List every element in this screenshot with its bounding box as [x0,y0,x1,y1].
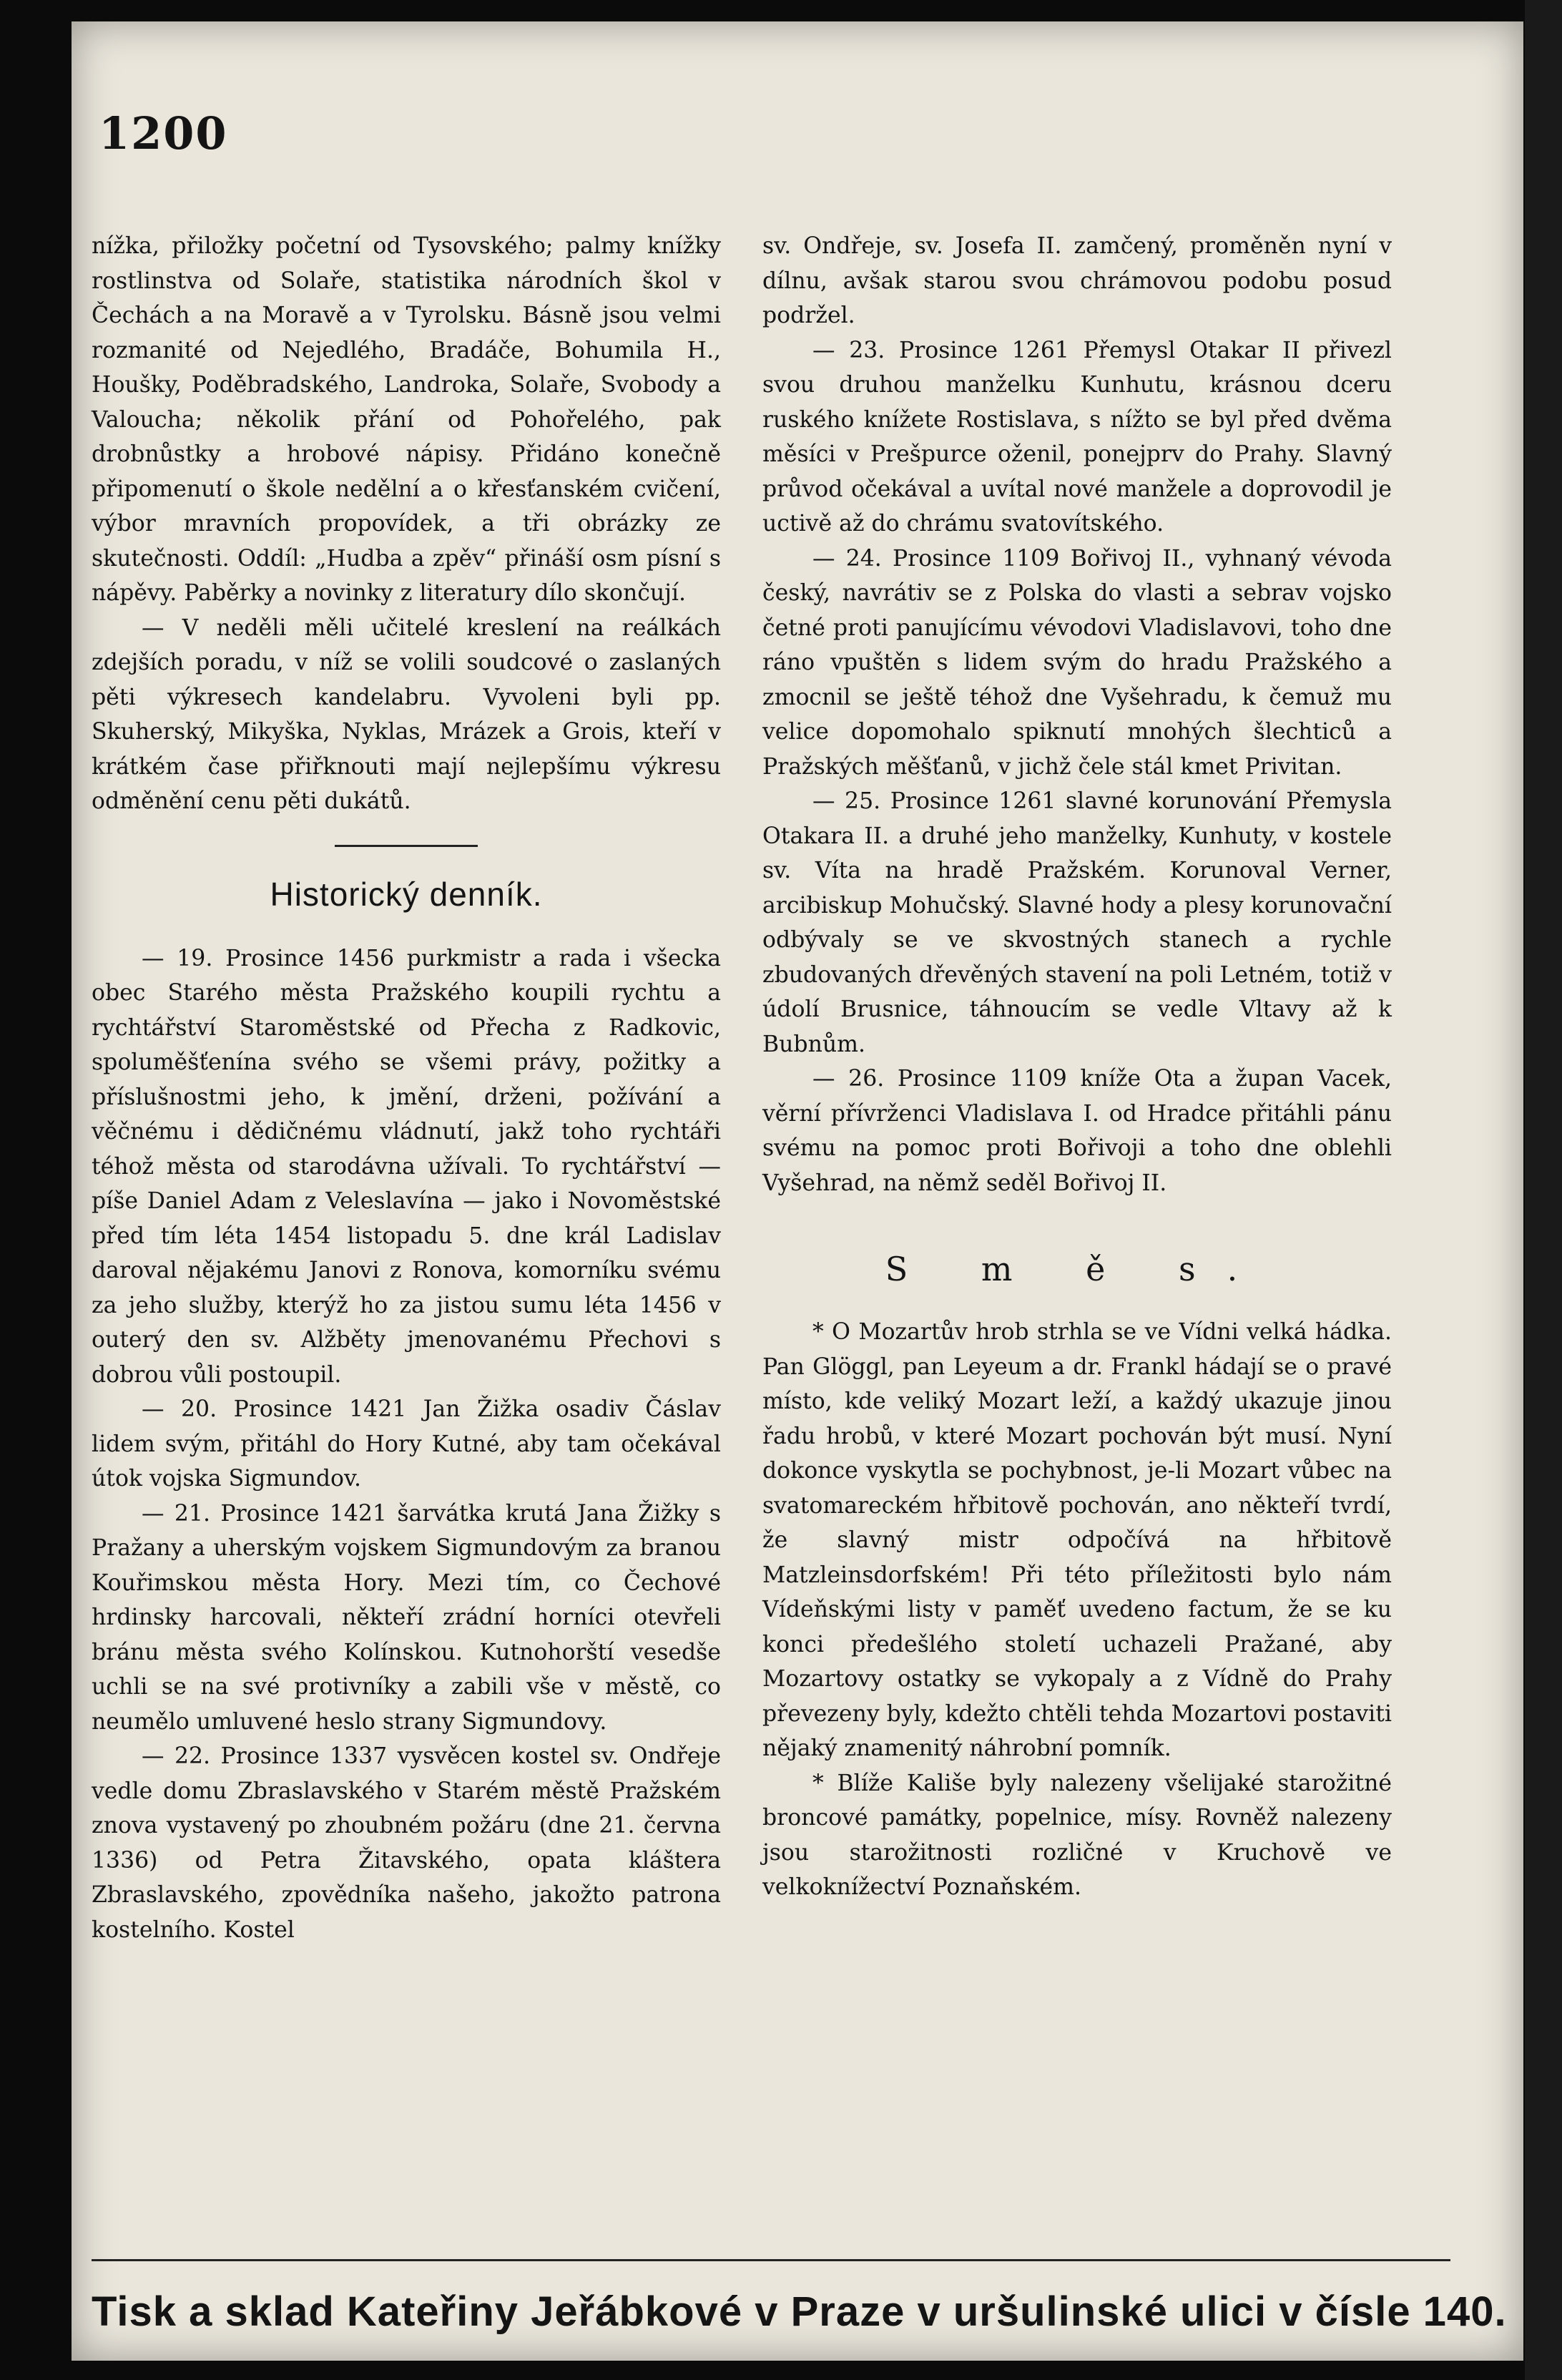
diary-entry-19: — 19. Prosince 1456 purkmistr a rada i všecka obec Starého města Pražského koupili rychtu a rychtářství Staroměstské od Přecha z Radkovic, spoluměšťenína svého se všemi právy, požitky a příslušnostmi jeho, k jmění, drženi, požívání a věčnému i dědičnému vládnutí, jakž toho rychtáři téhož města od starodávna užívali. To rychtářství — píše Daniel Adam z Veleslavína — jako i Novoměstské před tím léta 1454 listopadu 5. dne král Ladislav daroval nějakému Janovi z Ronova, komorníku svému za jeho služby, kterýž ho za jistou sumu léta 1456 v outerý den sv. Alžběty jmenovanému Přechovi s dobrou vůli postoupil. [92,945,721,1388]
intro-paragraph-1: nížka, přiložky početní od Tysovského; palmy knížky rostlinstva od Solaře, statistika národních škol v Čechách a na Moravě a v Tyrolsku. Básně jsou velmi rozmanité od Nejedlého, Bradáče, Bohumila H., Houšky, Poděbradského, Landroka, Solaře, Svobody a Valoucha; několik přání od Pohořelého, pak drobnůstky a hrobové nápisy. Přidáno konečně připomenutí o škole nedělní a o křesťanském cvičení, výbor mravních propovídek, a tři obrázky ze skutečnosti. Oddíl: „Hudba a zpěv“ přináší osm písní s nápěvy. Paběrky a novinky z literatury dílo skončují. [92,233,721,606]
diary-entry-20: — 20. Prosince 1421 Jan Žižka osadiv Čáslav lidem svým, přitáhl do Hory Kutné, aby tam očekával útok vojska Sigmundov. [92,1396,721,1492]
intro-paragraph-2: — V neděli měli učitelé kreslení na reálkách zdejších poradu, v níž se volili soudcové o zaslaných pěti výkresech kandelabru. Vyvoleni byli pp. Skuherský, Mikyška, Nyklas, Mrázek a Grois, kteří v krátkém čase přiřknouti mají nejlepšímu výkresu odměnění cenu pěti dukátů. [92,614,721,814]
footer-rule [92,2259,1450,2261]
diary-entry-23: — 23. Prosince 1261 Přemysl Otakar II přivezl svou druhou manželku Kunhutu, krásnou dceru ruského knížete Rostislava, s nížto se byl před dvěma měsíci v Prešpurce oženil, ponejprv do Prahy. Slavný průvod očekával a uvítal nové manžele a doprovodil je uctivě až do chrámu svatovítského. [762,337,1392,537]
diary-entry-21: — 21. Prosince 1421 šarvátka krutá Jana Žižky s Pražany a uherským vojskem Sigmundovým za branou Kouřimskou města Hory. Mezi tím, co Čechové hrdinsky harcovali, někteří zrádní horníci otevřeli bránu města svého Kolínskou. Kutnohorští vesedše uchli se na své protivníky a zabili vše v městě, co neumělo umluvené heslo strany Sigmundovy. [92,1500,721,1735]
diary-entry-26: — 26. Prosince 1109 kníže Ota a župan Vacek, věrní přívrženci Vladislava I. od Hradce přitáhli pánu svému na pomoc proti Bořivoji a toho dne oblehli Vyšehrad, na němž seděl Bořivoj II. [762,1066,1392,1196]
footer-imprint: Tisk a sklad Kateřiny Jeřábkové v Praze v uršulinské ulici v čísle 140. [92,2288,1507,2335]
diary-entry-25: — 25. Prosince 1261 slavné korunování Přemysla Otakara II. a druhé jeho manželky, Kunhuty, v kostele sv. Víta na hradě Pražském. Korunoval Verner, arcibiskup Mohučský. Slavné hody a plesy korunovační odbývaly se ve skvostných stanech a rychle zbudovaných dřevěných stavení na poli Letném, totiž v údolí Brusnice, táhnoucím se vedle Vltavy až k Bubnům. [762,788,1392,1057]
scan-edge [1525,0,1562,2380]
note-kalis-findings: * Blíže Kališe byly nalezeny všelijaké starožitné broncové památky, popelnice, mísy. Rovněž nalezeny jsou starožitnosti rozličné v Kruchově ve velkoknížectví Poznaňském. [762,1770,1392,1900]
page-number: 1200 [99,107,228,160]
diary-entry-24: — 24. Prosince 1109 Bořivoj II., vyhnaný vévoda český, navrátiv se z Polska do vlasti a sebrav vojsko četné proti panujícímu vévodovi Vladislavovi, toho dne ráno vpuštěn s lidem svým do hradu Pražského a zmocnil se ještě téhož dne Vyšehradu, k čemuž mu velice dopomohalo spiknutí mnohých šlechticů a Pražských měšťanů, v jichž čele stál kmet Privitan. [762,545,1392,780]
diary-entry-22-continued: sv. Ondřeje, sv. Josefa II. zamčený, proměněn nyní v dílnu, avšak starou svou chrámovou podobu posud podržel. [762,233,1392,328]
section-heading-smes: S m ě s. [885,1250,1269,1288]
left-column [92,229,721,1947]
section-heading-historicky-dennik: Historický denník. [270,875,543,913]
note-mozart-grave: * O Mozartův hrob strhla se ve Vídni velká hádka. Pan Glöggl, pan Leyeum a dr. Frankl hádají se o pravé místo, kde veliký Mozart leží, a každý ukazuje jinou řadu hrobů, v které Mozart pochován být musí. Nyní dokonce vyskytla se pochybnost, je-li Mozart vůbec na svatomareckém hřbitově pochován, ano někteří tvrdí, že slavný mistr odpočívá na hřbitově Matzleinsdorfském! Při této příležitosti bylo nám Vídeňskými listy v paměť uvedeno factum, že se ku konci předešlého století uchazeli Pražané, aby Mozartovy ostatky se vykopaly a z Vídně do Prahy převezeny byly, kdežto chtěli tehda Mozartovi postaviti nějaký znamenitý náhrobní pomník. [762,1319,1392,1761]
diary-entry-22: — 22. Prosince 1337 vysvěcen kostel sv. Ondřeje vedle domu Zbraslavského v Starém městě Pražském znova vystavený po zhoubném požáru (dne 21. června 1336) od Petra Žitavského, opata kláštera Zbraslavského, zpovědníka našeho, jakožto patrona kostelního. Kostel [92,1743,721,1943]
section-divider [335,845,478,847]
right-column [762,229,1392,1905]
